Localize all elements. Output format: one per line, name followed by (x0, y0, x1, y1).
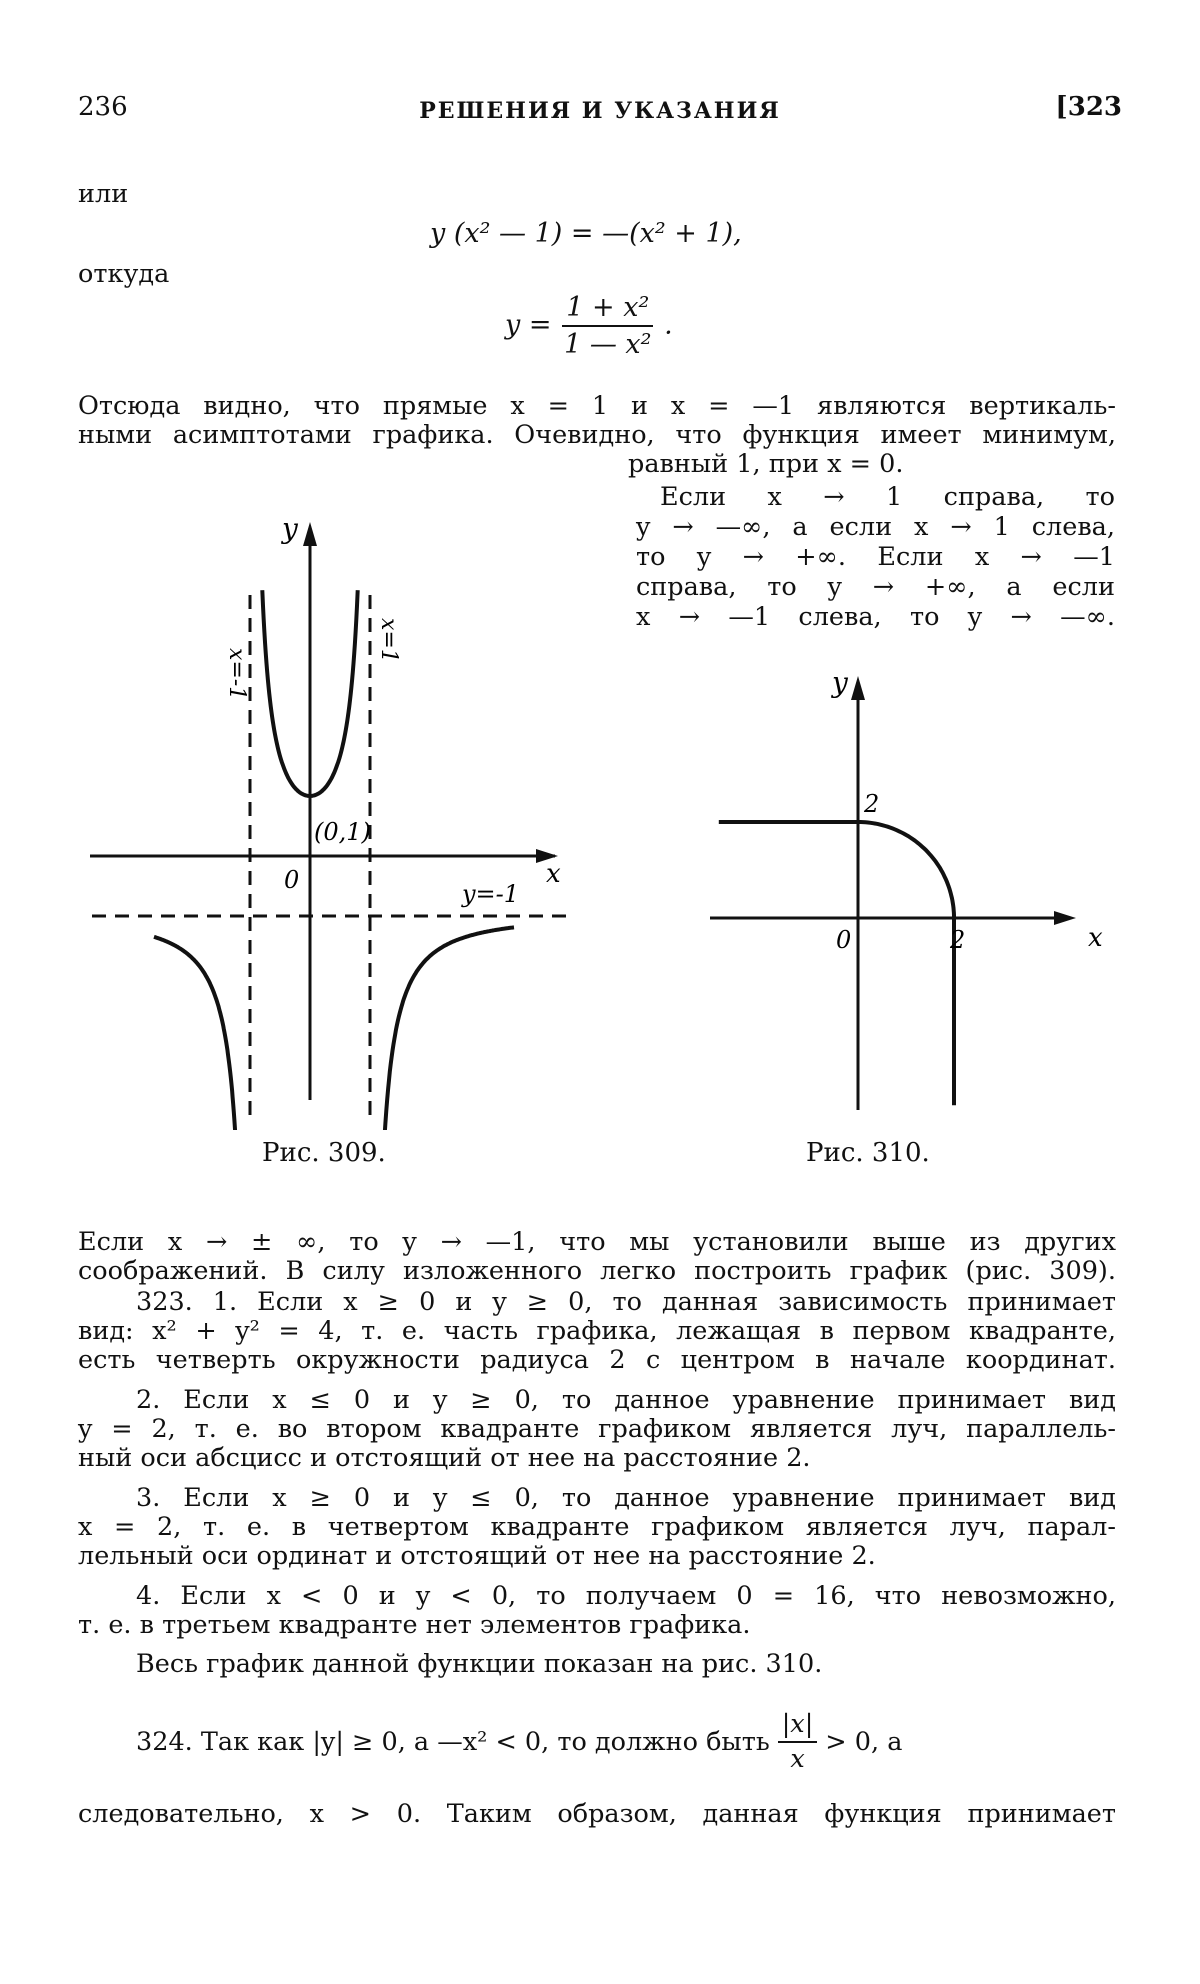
y-tick-2: 2 (864, 790, 880, 818)
problem-323-line: 3. Если x ≥ 0 и y ≤ 0, то данное уравнение принимает вид (136, 1483, 1116, 1513)
side-text-line: то y → +∞. Если x → —1 (636, 542, 1115, 572)
problem-323-line: x = 2, т. е. в четвертом квадранте графиком является луч, парал- (78, 1512, 1116, 1542)
figure-309 (80, 510, 580, 1130)
y-axis-label: y (832, 666, 848, 699)
side-text-line: справа, то y → +∞, а если (636, 572, 1115, 602)
side-text-line: Если x → 1 справа, то (660, 482, 1115, 512)
x-axis-label: x (546, 859, 561, 889)
origin-label: 0 (284, 866, 300, 894)
asymptote-horizontal-label: y=-1 (462, 880, 520, 908)
paragraph-line: Если x → ± ∞, то y → —1, что мы установили выше из других (78, 1227, 1116, 1257)
paragraph-line: Отсюда видно, что прямые x = 1 и x = —1 являются вертикаль- (78, 391, 1116, 421)
problem-324-numerator: |x| (778, 1710, 818, 1743)
x-axis-label: x (1088, 923, 1103, 953)
curve-left-branch (154, 937, 239, 1130)
asymptote-right-label: x=1 (376, 618, 401, 663)
y-axis-arrow (303, 522, 317, 546)
problem-323-line: Весь график данной функции показан на рис. 310. (136, 1649, 823, 1679)
problem-323-line: 4. Если x < 0 и y < 0, то получаем 0 = 16, что невозможно, (136, 1581, 1116, 1611)
equation-2-numerator: 1 + x² (562, 292, 653, 327)
equation-2 (505, 292, 673, 360)
problem-324-denominator: x (790, 1744, 805, 1774)
problem-323-line: y = 2, т. е. во втором квадранте графиком является луч, параллель- (78, 1414, 1116, 1444)
asymptote-left-label: x=-1 (224, 648, 249, 701)
problem-324-text-a: 324. Так как |y| ≥ 0, а —x² < 0, то должно быть (136, 1726, 770, 1757)
figure-310 (700, 650, 1130, 1120)
word-or: или (78, 179, 129, 209)
side-text-line: y → —∞, а если x → 1 слева, (636, 512, 1115, 542)
origin-label: 0 (836, 926, 852, 954)
problem-323-line: ный оси абсцисс и отстоящий от нее на расстояние 2. (78, 1443, 811, 1473)
problem-324-fraction (778, 1710, 818, 1774)
paragraph-line: ными асимптотами графика. Очевидно, что функция имеет минимум, (78, 420, 1116, 450)
problem-323-line: есть четверть окружности радиуса 2 с центром в начале координат. (78, 1345, 1116, 1375)
problem-323-line: лельный оси ординат и отстоящий от нее на расстояние 2. (78, 1541, 876, 1571)
equation-2-lhs: y = (505, 309, 552, 341)
word-whence: откуда (78, 259, 170, 289)
x-axis-arrow (1054, 911, 1076, 925)
graph-310-curve (719, 822, 954, 1105)
running-title: РЕШЕНИЯ И УКАЗАНИЯ (419, 98, 781, 124)
x-tick-2: 2 (950, 926, 966, 954)
point-label: (0,1) (314, 818, 371, 846)
equation-1: y (x² — 1) = —(x² + 1), (430, 218, 742, 249)
side-text-line: x → —1 слева, то y → —∞. (636, 602, 1115, 632)
page-number: 236 (78, 92, 128, 122)
problem-323-line: 323. 1. Если x ≥ 0 и y ≥ 0, то данная зависимость принимает (136, 1287, 1116, 1317)
figure-310-caption: Рис. 310. (806, 1138, 930, 1168)
y-axis-arrow (851, 676, 865, 700)
problem-324-line (136, 1710, 1116, 1774)
problem-323-line: 2. Если x ≤ 0 и y ≥ 0, то данное уравнение принимает вид (136, 1385, 1116, 1415)
y-axis-label: y (282, 512, 298, 545)
paragraph-line: соображений. В силу изложенного легко построить график (рис. 309). (78, 1256, 1116, 1286)
section-number: [323 (1055, 92, 1122, 122)
equation-2-denominator: 1 — x² (564, 329, 652, 360)
problem-324-line: следовательно, x > 0. Таким образом, данная функция принимает (78, 1799, 1116, 1829)
figure-309-caption: Рис. 309. (262, 1138, 386, 1168)
problem-324-text-b: > 0, а (825, 1726, 903, 1757)
equation-2-fraction (560, 292, 655, 360)
problem-323-line: т. е. в третьем квадранте нет элементов графика. (78, 1610, 751, 1640)
equation-2-end: . (664, 309, 673, 341)
curve-right-branch (382, 927, 514, 1130)
paragraph-line: равный 1, при x = 0. (628, 449, 904, 479)
problem-323-line: вид: x² + y² = 4, т. е. часть графика, лежащая в первом квадранте, (78, 1316, 1116, 1346)
